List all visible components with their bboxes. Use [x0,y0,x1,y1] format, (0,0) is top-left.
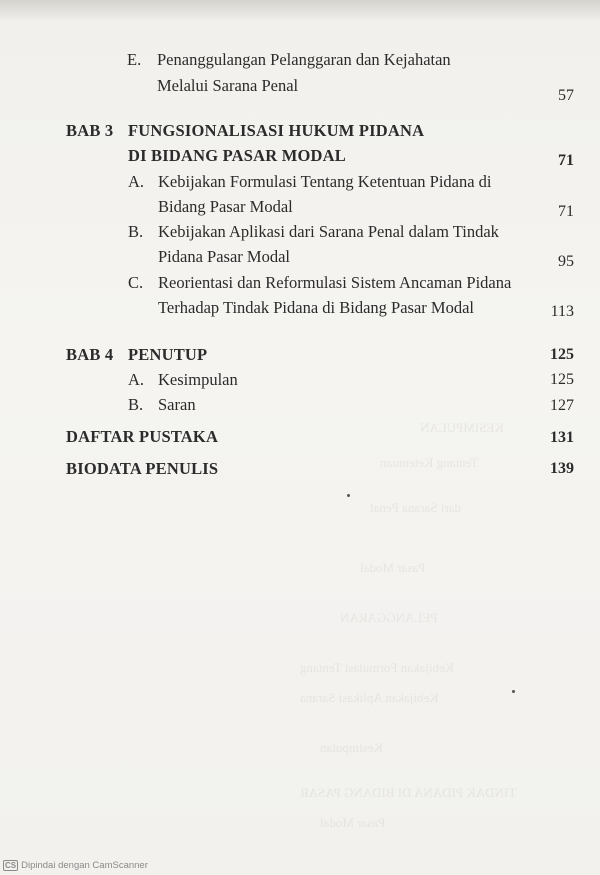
toc-page-number: 127 [550,397,574,414]
camscanner-logo: CS [5,861,17,870]
toc-entry-4a [128,370,238,390]
show-through-text: dari Sarana Penal [370,500,461,515]
toc-page-number: 131 [550,429,574,446]
toc-entry-letter: E. [127,50,142,69]
toc-entry-title: Reorientasi dan Reformulasi Sistem Ancaman Pidana [158,273,512,292]
toc-entry-letter: B. [128,395,144,414]
toc-entry-title: Penanggulangan Pelanggaran dan Kejahatan [157,50,451,69]
toc-page-number: 113 [550,303,574,320]
toc-chapter-title: FUNGSIONALISASI HUKUM PIDANA [128,121,425,140]
toc-entry-3b-line2: Pidana Pasar Modal [158,247,290,266]
toc-entry-e-line1 [127,50,451,70]
toc-entry-letter: B. [128,222,144,241]
toc-entry-title: Kebijakan Aplikasi dari Sarana Penal dalam Tindak [158,222,499,241]
show-through-text: Pasar Modal [360,560,426,575]
show-through-text: TINDAK PIDANA DI BIDANG PASAR [300,785,517,800]
page-top-shadow [0,0,600,22]
toc-chapter-3-line1 [66,121,424,141]
show-through-text: Tentang Ketentuan [380,455,479,470]
show-through-text: Kebijakan Formulasi Tentang [300,660,455,675]
toc-chapter-3-line2: DI BIDANG PASAR MODAL [128,146,346,165]
toc-entry-4b [128,395,196,415]
toc-page-number: 95 [558,253,574,270]
toc-entry-title: Saran [158,395,196,414]
show-through-text: Pasar Modal [320,815,386,830]
toc-page-number: 139 [550,460,574,477]
camscanner-watermark [3,860,148,871]
toc-chapter-4 [66,345,207,365]
toc-page-number: 71 [558,203,574,220]
show-through-text: PELANGGARAN [340,610,438,625]
toc-entry-3c-line2: Terhadap Tindak Pidana di Bidang Pasar Modal [158,298,474,317]
toc-chapter-label: BAB 4 [66,345,114,364]
toc-author-bio: BIODATA PENULIS [66,459,219,478]
show-through-text: Kesimpulan [320,740,383,755]
toc-page-number: 125 [550,346,574,363]
watermark-text: Dipindai dengan CamScanner [21,860,148,871]
toc-page-number: 125 [550,371,574,388]
toc-entry-letter: A. [128,370,145,389]
toc-page-number: 71 [558,152,574,169]
toc-chapter-title: PENUTUP [128,345,208,364]
toc-entry-title: Kesimpulan [158,370,238,389]
paper-speck [347,494,350,497]
toc-entry-3b-line1 [128,222,499,242]
toc-entry-3c-line1 [128,273,511,293]
toc-chapter-label: BAB 3 [66,121,114,140]
toc-entry-3a-line2: Bidang Pasar Modal [158,197,293,216]
show-through-text: KESIMPULAN [420,420,504,435]
toc-bibliography: DAFTAR PUSTAKA [66,427,219,446]
toc-entry-e-line2: Melalui Sarana Penal [157,76,299,95]
toc-page-number: 57 [558,87,574,104]
toc-entry-letter: C. [128,273,144,292]
toc-entry-title: Kebijakan Formulasi Tentang Ketentuan Pidana di [158,172,492,191]
show-through-text: Kebijakan Aplikasi Sarana [300,690,439,705]
toc-entry-3a-line1 [128,172,492,192]
toc-entry-letter: A. [128,172,145,191]
paper-speck [512,690,515,693]
